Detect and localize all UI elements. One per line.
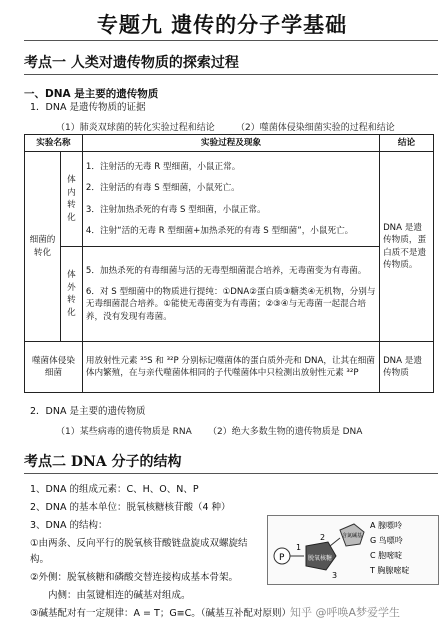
base-g: G 鸟嘌呤 bbox=[370, 536, 403, 545]
in-vivo-steps bbox=[82, 152, 379, 247]
phage-steps: 用放射性元素 ³⁵S 和 ³²P 分别标记噬菌体的蛋白质外壳和 DNA，让其在细菌体内繁殖，在与亲代噬菌体相同的子代噬菌体中只检测出放射性元素 ³²P bbox=[82, 342, 379, 393]
header-process: 实验过程及现象 bbox=[82, 135, 379, 152]
point-2-sub-1: （1）某些病毒的遗传物质是 RNA bbox=[56, 427, 192, 437]
page-title: 专题九 遗传的分子学基础 bbox=[96, 12, 348, 37]
nucleotide-diagram bbox=[268, 516, 438, 584]
nucleotide-figure bbox=[267, 515, 439, 585]
part-heading-1: 一、DNA 是主要的遗传物质 bbox=[24, 88, 159, 100]
step-2: 2．注射活的有毒 S 型细菌，小鼠死亡。 bbox=[85, 183, 240, 193]
table-row bbox=[25, 247, 434, 342]
table-row bbox=[25, 152, 434, 247]
conclusion-1: DNA 是遗传物质，蛋白质不是遗传物质。 bbox=[380, 152, 434, 342]
section-heading-1: 考点一 人类对遗传物质的探索过程 bbox=[24, 55, 239, 71]
exp-phage: 噬菌体侵染细菌 bbox=[25, 342, 83, 393]
bond-line-2 bbox=[330, 538, 340, 546]
in-vitro-label: 体外转化 bbox=[60, 247, 82, 342]
base-c: C 胞嘧啶 bbox=[370, 551, 403, 560]
header-exp-name: 实验名称 bbox=[25, 135, 83, 152]
line-7: ③碱基配对有一定规律：A = T；G≡C。（碱基互补配对原则） bbox=[30, 608, 292, 619]
line-2: 2、DNA 的基本单位：脱氧核糖核苷酸（4 种） bbox=[30, 502, 231, 513]
sugar-label: 脱氧核糖 bbox=[308, 555, 333, 562]
phosphate-glyph: P bbox=[279, 553, 285, 563]
line-6: 内侧：由氢键相连的碱基对组成。 bbox=[48, 590, 191, 601]
label-n3: 3 bbox=[332, 571, 338, 580]
point-2-sub-2: （2）绝大多数生物的遗传物质是 DNA bbox=[208, 427, 363, 437]
step-5: 5．加热杀死的有毒细菌与活的无毒型细菌混合培养，无毒菌变为有毒菌。 bbox=[85, 266, 367, 276]
base-a: A 腺嘌呤 bbox=[370, 521, 403, 530]
step-1: 1．注射活的无毒 R 型细菌，小鼠正常。 bbox=[85, 161, 241, 172]
point-1-sub-2: （2）噬菌体侵染细菌实验的过程和结论 bbox=[236, 123, 395, 133]
step-6: 6．对 S 型细菌中的物质进行提纯：①DNA②蛋白质③糖类④无机物，分别与无毒细菌混合培养。①能使无毒菌变为有毒菌；②③④与无毒菌一起混合培养，没有发现有毒菌。 bbox=[85, 286, 376, 322]
line-4b: 构。 bbox=[30, 554, 50, 565]
section-divider-1 bbox=[24, 74, 438, 75]
conclusion-2: DNA 是遗传物质 bbox=[380, 342, 434, 393]
point-1-sub-1: （1）肺炎双球菌的转化实验过程和结论 bbox=[56, 123, 215, 133]
section-heading-2: 考点二 DNA 分子的结构 bbox=[24, 454, 182, 470]
watermark: 知乎 @呼唤A梦爱学生 bbox=[290, 606, 401, 619]
line-1: 1、DNA 的组成元素：C、H、O、N、P bbox=[30, 484, 199, 495]
line-3: 3、DNA 的结构： bbox=[30, 520, 108, 531]
table-header-row bbox=[25, 135, 434, 152]
label-n2: 2 bbox=[320, 533, 326, 542]
title-divider bbox=[24, 40, 438, 41]
exp-transformation: 细菌的转化 bbox=[25, 152, 61, 342]
section-divider-2 bbox=[24, 473, 438, 474]
point-1: 1．DNA 是遗传物质的证据 bbox=[30, 102, 146, 113]
base-t: T 胸腺嘧啶 bbox=[370, 566, 410, 575]
base-label: 含氮碱基 bbox=[342, 533, 363, 539]
line-5: ②外侧：脱氧核糖和磷酸交替连接构成基本骨架。 bbox=[30, 572, 239, 583]
label-n1: 1 bbox=[296, 543, 302, 552]
header-conclusion: 结论 bbox=[380, 135, 434, 152]
table-row bbox=[25, 342, 434, 393]
in-vitro-steps bbox=[82, 247, 379, 342]
point-2: 2．DNA 是主要的遗传物质 bbox=[30, 406, 146, 417]
in-vivo-label: 体内转化 bbox=[60, 152, 82, 247]
line-4: ①由两条、反向平行的脱氧核苷酸链盘旋成双螺旋结 bbox=[30, 538, 248, 549]
experiment-table bbox=[24, 134, 434, 393]
step-3: 3．注射加热杀死的有毒 S 型细菌，小鼠正常。 bbox=[85, 204, 266, 215]
step-4: 4．注射“活的无毒 R 型细菌+加热杀死的有毒 S 型细菌”，小鼠死亡。 bbox=[85, 226, 354, 236]
